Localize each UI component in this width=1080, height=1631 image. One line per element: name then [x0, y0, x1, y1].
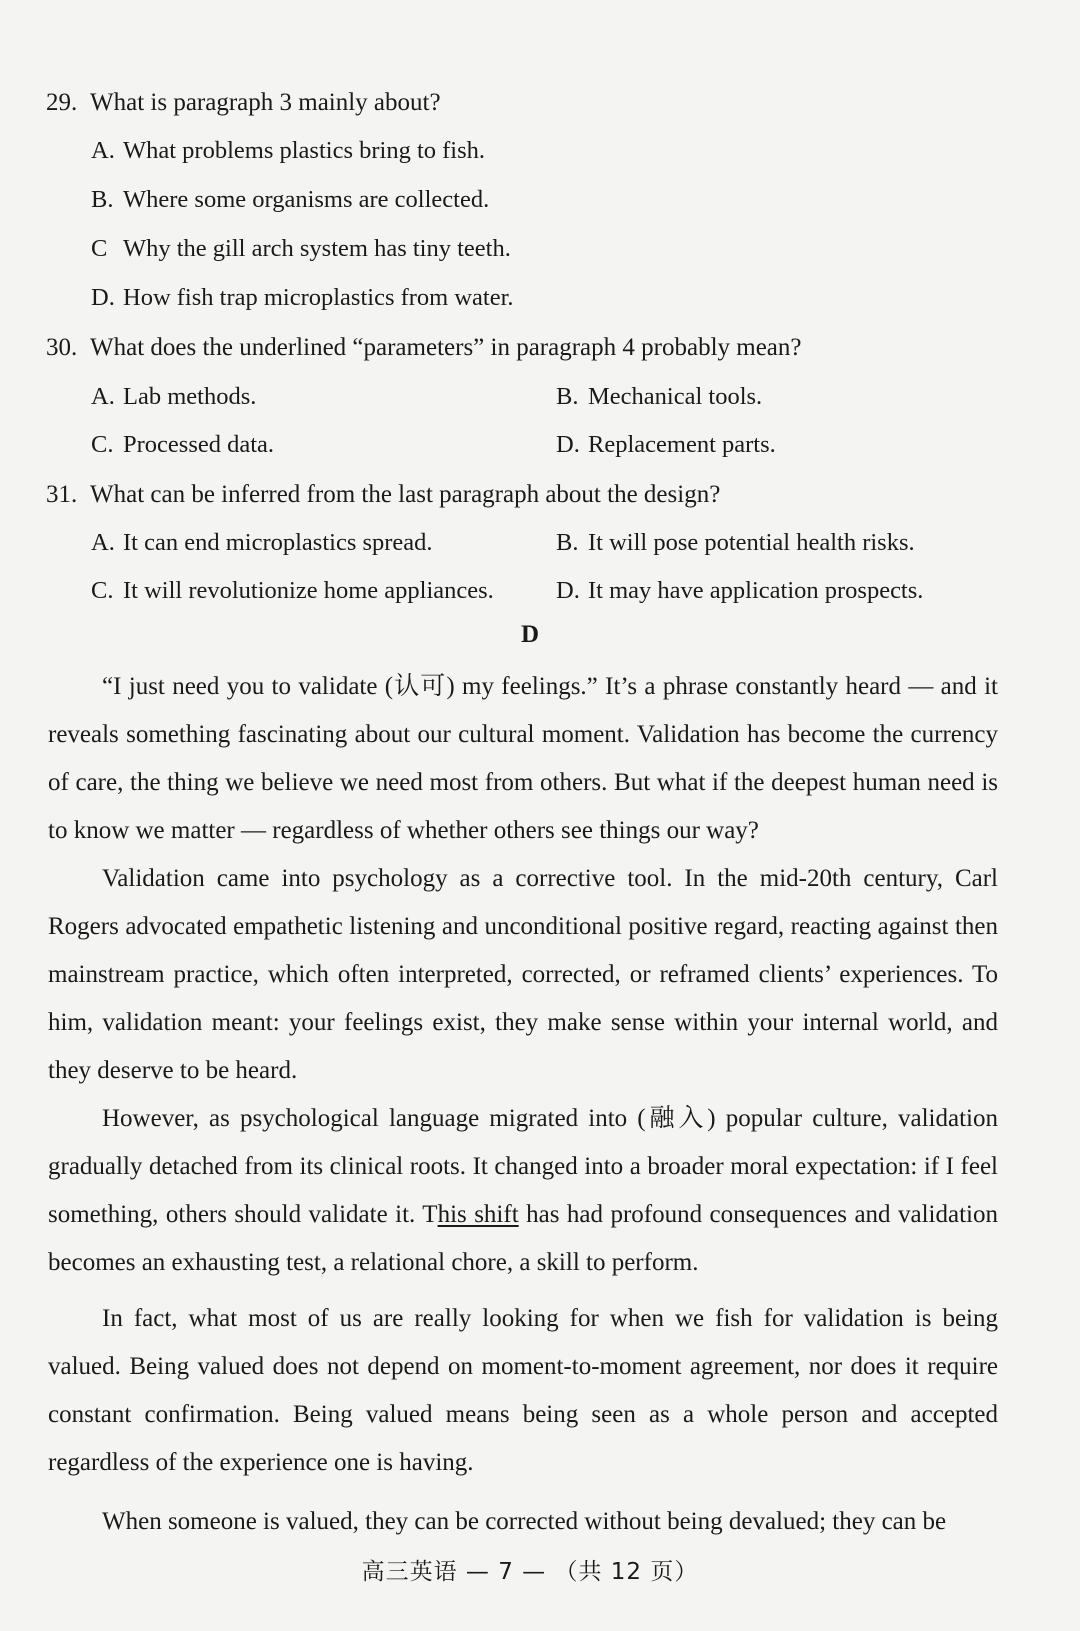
option-letter: D.	[556, 431, 580, 458]
option-text: It will pose potential health risks.	[588, 529, 915, 556]
passage-paragraph-2: Validation came into psychology as a corrective tool. In the mid-20th century, Carl Rogers advocated empathetic listening and unconditional positive regard, reacting against then mainstream practice, which often interpreted, corrected, or reframed clients’ experiences. To him, validation meant: your feelings exist, they make sense within your internal world, and they deserve to be heard.	[48, 865, 998, 1084]
option-30-d	[556, 430, 776, 460]
option-text: Where some organisms are collected.	[123, 186, 490, 213]
passage-paragraph-4: In fact, what most of us are really looking for when we fish for validation is being valued. Being valued does not depend on moment-to-moment agreement, nor does it require constant confirmation. Being valued means being seen as a whole person and accepted regardless of the experience one is having.	[48, 1305, 998, 1476]
option-30-a	[91, 382, 256, 412]
passage-paragraph-5: When someone is valued, they can be corrected without being devalued; they can be	[102, 1508, 947, 1535]
option-31-d	[556, 576, 923, 606]
option-letter: D.	[91, 284, 115, 311]
option-text: Why the gill arch system has tiny teeth.	[123, 235, 511, 262]
option-31-b	[556, 528, 915, 558]
question-number: 29.	[46, 89, 78, 116]
option-letter: C.	[91, 577, 114, 604]
option-text: Replacement parts.	[588, 431, 776, 458]
option-29-b	[91, 185, 489, 215]
question-stem: What is paragraph 3 mainly about?	[90, 89, 441, 116]
question-stem: What does the underlined “parameters” in paragraph 4 probably mean?	[90, 334, 802, 361]
option-30-c	[91, 430, 274, 460]
option-31-a	[91, 528, 433, 558]
option-29-c	[91, 234, 511, 264]
option-text: It may have application prospects.	[588, 577, 924, 604]
section-title: D	[520, 621, 540, 648]
question-number: 31.	[46, 481, 78, 508]
option-text: Mechanical tools.	[588, 383, 763, 410]
option-text: Processed data.	[123, 431, 275, 458]
passage-paragraph-3	[48, 1095, 998, 1287]
option-letter: B.	[556, 383, 579, 410]
option-text: How fish trap microplastics from water.	[123, 284, 514, 311]
underlined-phrase: his shift	[437, 1201, 519, 1228]
passage-paragraph-1: “I just need you to validate (认可) my feelings.” It’s a phrase constantly heard — and it reveals something fascinating about our cultural moment. Validation has become the currency of care, the thing we believe we need most from others. But what if the deepest human need is to know we matter — regardless of whether others see things our way?	[48, 673, 998, 844]
option-text: It can end microplastics spread.	[123, 529, 433, 556]
option-letter: A.	[91, 137, 115, 164]
option-letter: A.	[91, 529, 115, 556]
option-31-c	[91, 576, 494, 606]
option-letter: B.	[556, 529, 579, 556]
page-footer: 高三英语 — 7 — （共 12 页）	[361, 1559, 699, 1585]
option-letter: A.	[91, 383, 115, 410]
option-letter: D.	[556, 577, 580, 604]
option-text: What problems plastics bring to fish.	[123, 137, 485, 164]
option-text: Lab methods.	[123, 383, 257, 410]
question-30	[46, 333, 802, 363]
option-29-d	[91, 283, 514, 313]
option-30-b	[556, 382, 762, 412]
paragraph-text: has had profound consequences and validation becomes an exhausting test, a relational chore, a skill to perform.	[48, 1201, 998, 1276]
option-29-a	[91, 136, 485, 166]
option-letter: B.	[91, 186, 114, 213]
question-31	[46, 480, 720, 510]
question-number: 30.	[46, 334, 78, 361]
option-text: It will revolutionize home appliances.	[123, 577, 494, 604]
paragraph-text: However, as psychological language migrated into (融入) popular culture, validation gradually detached from its clinical roots. It changed into a broader moral expectation: if I feel something, others should validate it. T	[48, 1105, 998, 1228]
option-letter: C.	[91, 431, 114, 458]
question-29	[46, 88, 441, 118]
option-letter: C	[91, 235, 108, 262]
question-stem: What can be inferred from the last paragraph about the design?	[90, 481, 721, 508]
